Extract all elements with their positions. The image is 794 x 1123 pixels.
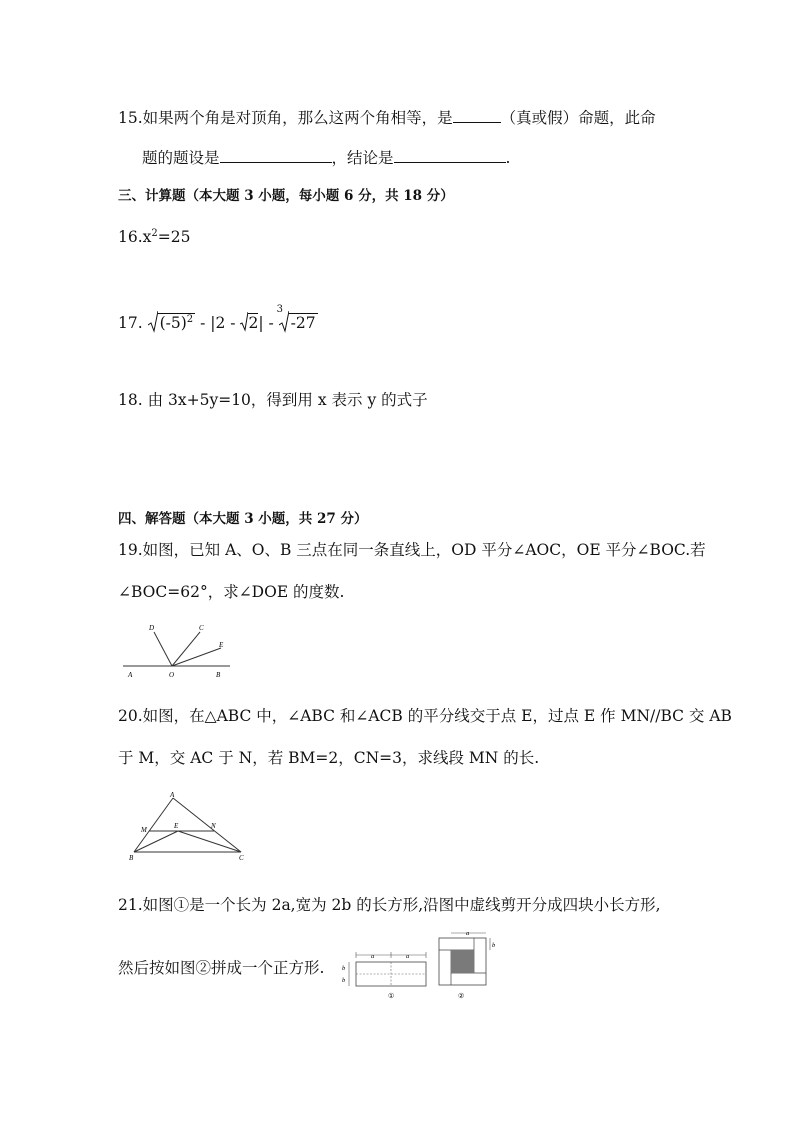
svg-text:b: b [492,942,496,949]
fig19-label-d: D [149,624,155,632]
fig20-label-m: M [141,826,147,834]
svg-text:a: a [466,930,470,937]
q19-figure [118,620,248,682]
q17: 17. $(-5)^2 - |2 - 2|$ - 3 -27 [118,304,316,333]
fig19-label-b: B [216,671,221,679]
q15-premise-blank[interactable] [220,148,332,163]
q19-line2: ∠BOC=62°，求∠DOE 的度数. [118,583,345,601]
section3-title: 三、计算题（本大题 3 小题，每小题 6 分，共 18 分） [118,188,454,204]
fig19-label-o: O [169,671,175,679]
fig20-label-b: B [129,854,134,862]
fig-caption-2: ② [458,992,465,1000]
svg-text:a: a [371,953,375,960]
q21-line1: 21.如图①是一个长为 2a,宽为 2b 的长方形,沿图中虚线剪开分成四块小长方形, [118,896,661,914]
q20-line1: 20.如图，在△ABC 中，∠ABC 和∠ACB 的平分线交于点 E，过点 E 作 MN//BC 交 AB [118,707,732,725]
q15-answer-blank[interactable] [453,108,501,123]
q15-line1: 15.如果两个角是对顶角，那么这两个角相等，是 （真或假）命题，此命 [118,109,656,127]
fig19-label-e: E [219,641,224,649]
svg-text:a: a [406,953,410,960]
fig20-label-a: A [170,791,175,799]
sqrt-sign-icon [148,311,158,333]
q21-line2: 然后按如图②拼成一个正方形. [118,959,325,977]
svg-text:b: b [342,965,346,972]
q21-figure-2 [436,928,504,1002]
q18: 18. 由 3x+5y=10，得到用 x 表示 y 的式子 [118,391,428,409]
fig19-label-c: C [199,624,204,632]
q20-line2: 于 M，交 AC 于 N，若 BM=2，CN=3，求线段 MN 的长. [118,749,540,767]
q21-figure-1 [338,950,433,1002]
svg-text:b: b [342,977,346,984]
q20-figure [125,790,250,862]
q19-line1: 19.如图，已知 A、O、B 三点在同一条直线上，OD 平分∠AOC，OE 平分∠BOC.若 [118,541,706,559]
section4-title: 四、解答题（本大题 3 小题，共 27 分） [118,511,368,527]
q15-conclusion-blank[interactable] [394,148,506,163]
fig19-label-a: A [128,671,133,679]
q15-line2: 题的题设是 ，结论是 . [142,149,511,167]
fig20-label-n: N [211,822,216,830]
q16: $16.x^2=25$ [118,228,191,247]
fig20-label-e: E [174,822,179,830]
fig-caption-1: ① [388,992,395,1000]
fig20-label-c: C [239,854,244,862]
